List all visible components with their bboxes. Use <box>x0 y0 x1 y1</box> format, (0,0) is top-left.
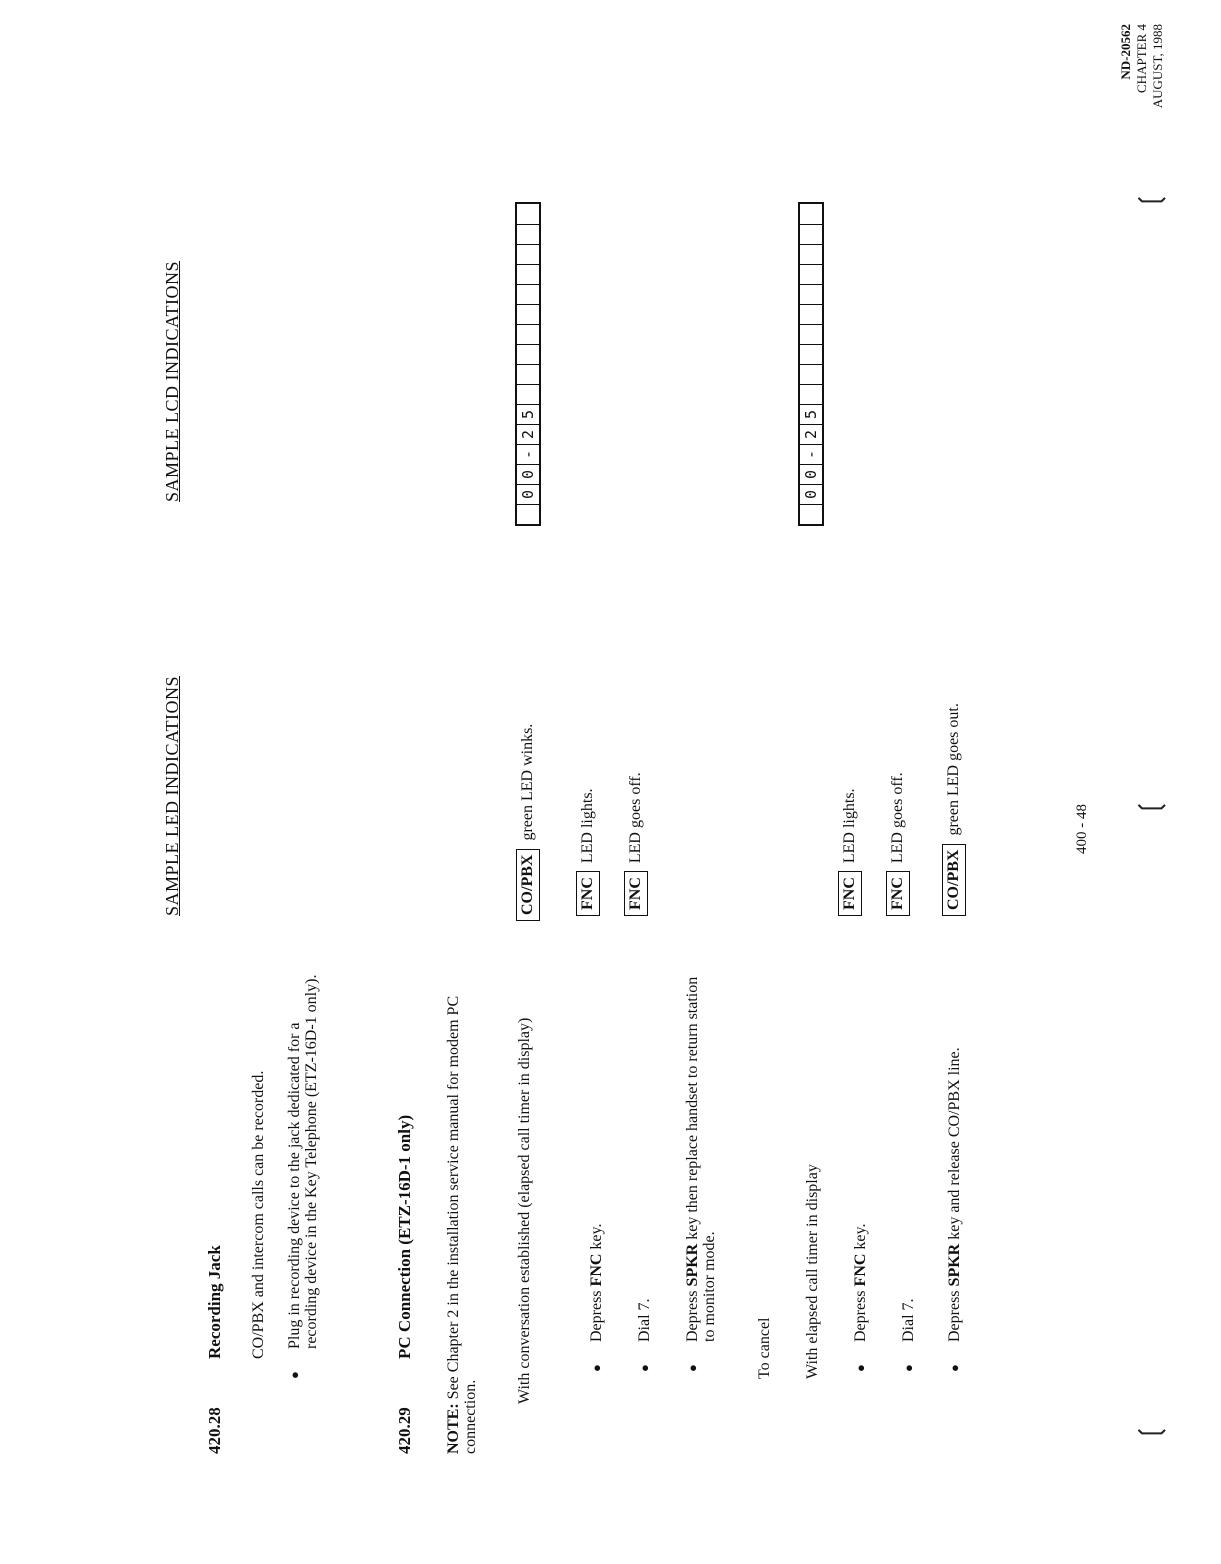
led-indication <box>624 772 648 916</box>
led-text: LED goes off. <box>889 772 906 864</box>
lcd-cell <box>800 204 822 224</box>
lcd-cell: - <box>517 444 539 464</box>
step-item: ● Depress SPKR key then replace handset to return station to monitor mode. <box>684 962 718 1342</box>
lcd-cell <box>800 224 822 244</box>
lcd-cell <box>800 304 822 324</box>
lcd-cell: 0 <box>517 464 539 484</box>
lcd-cell <box>517 504 539 524</box>
lcd-cell <box>800 364 822 384</box>
note-label: NOTE: <box>445 1403 462 1454</box>
fnc-key-box: FNC <box>838 871 862 916</box>
fnc-key-ref: FNC <box>588 1253 605 1287</box>
led-column-heading: SAMPLE LED INDICATIONS <box>162 676 182 916</box>
co-pbx-key-box: CO/PBX <box>516 849 540 921</box>
cancel-step-item: ● Dial 7. <box>900 1298 917 1342</box>
lcd-cell <box>800 504 822 524</box>
step-item: ● Dial 7. <box>636 1298 653 1342</box>
lcd-cell: 5 <box>800 404 822 424</box>
led-indication <box>516 724 540 921</box>
section-intro: CO/PBX and intercom calls can be recorded. <box>250 1070 267 1359</box>
spkr-key-ref: SPKR <box>684 1243 701 1287</box>
fnc-key-ref: FNC <box>852 1253 869 1287</box>
fnc-key-box: FNC <box>886 871 910 916</box>
lcd-cell: 5 <box>517 404 539 424</box>
doc-number: ND-20562 <box>1118 24 1133 80</box>
lcd-cell: 0 <box>517 484 539 504</box>
page-number: 400 - 48 <box>1074 804 1090 854</box>
cancel-label: To cancel <box>756 1317 773 1379</box>
condition-text: With conversation established (elapsed call timer in display) <box>516 1017 533 1404</box>
section-title: Recording Jack <box>205 1245 224 1359</box>
section-number: 420.29 <box>395 1407 414 1454</box>
lcd-cell <box>517 324 539 344</box>
led-text: LED lights. <box>841 788 858 864</box>
lcd-cell <box>517 364 539 384</box>
bullet-item <box>286 964 320 1349</box>
bullet-text: Plug in recording device to the jack dedicated for a recording device in the Key Telephone (ETZ-16D-1 only). <box>286 974 320 1349</box>
cancel-step-item: ● Depress FNC key. <box>852 1224 869 1343</box>
lcd-cell: - <box>800 444 822 464</box>
lcd-cell <box>800 284 822 304</box>
lcd-display <box>798 202 824 526</box>
cancel-condition: With elapsed call timer in display <box>804 1164 821 1379</box>
led-indication <box>942 703 966 916</box>
lcd-display <box>515 202 541 526</box>
co-pbx-key-box: CO/PBX <box>942 844 966 916</box>
led-indication <box>886 772 910 916</box>
led-indication <box>576 788 600 916</box>
step-item: ● Depress FNC key. <box>588 1224 605 1343</box>
section-number: 420.28 <box>205 1407 224 1454</box>
lcd-cell <box>800 244 822 264</box>
lcd-cell <box>517 344 539 364</box>
note <box>445 964 479 1454</box>
lcd-column-heading: SAMPLE LCD INDICATIONS <box>162 260 182 502</box>
lcd-cell: 2 <box>517 424 539 444</box>
fnc-key-box: FNC <box>624 871 648 916</box>
chapter-label: CHAPTER 4 <box>1134 24 1149 93</box>
lcd-cell: 0 <box>800 484 822 504</box>
lcd-cell <box>800 264 822 284</box>
lcd-cell <box>800 384 822 404</box>
lcd-cell <box>517 304 539 324</box>
lcd-cell <box>800 344 822 364</box>
lcd-cell <box>517 244 539 264</box>
lcd-cell: 2 <box>800 424 822 444</box>
section-title: PC Connection (ETZ-16D-1 only) <box>395 1114 414 1359</box>
led-text: LED lights. <box>579 788 596 864</box>
doc-date: AUGUST, 1988 <box>1150 24 1165 109</box>
fnc-key-box: FNC <box>576 871 600 916</box>
binder-hole-mark: ❲ <box>1133 188 1166 212</box>
lcd-cell <box>517 264 539 284</box>
cancel-step-item: ● Depress SPKR key and release CO/PBX line. <box>946 962 963 1342</box>
lcd-cell <box>517 204 539 224</box>
spkr-key-ref: SPKR <box>946 1243 963 1287</box>
lcd-cell <box>517 224 539 244</box>
note-text: See Chapter 2 in the installation service manual for modem PC connection. <box>445 995 479 1454</box>
led-indication <box>838 788 862 916</box>
lcd-cell <box>517 384 539 404</box>
binder-hole-mark: ❲ <box>1133 1420 1166 1444</box>
binder-hole-mark: ❲ <box>1133 795 1166 819</box>
lcd-cell <box>800 324 822 344</box>
led-text: green LED goes out. <box>945 703 962 836</box>
led-text: green LED winks. <box>519 723 536 841</box>
led-text: LED goes off. <box>627 772 644 864</box>
lcd-cell: 0 <box>800 464 822 484</box>
lcd-cell <box>517 284 539 304</box>
